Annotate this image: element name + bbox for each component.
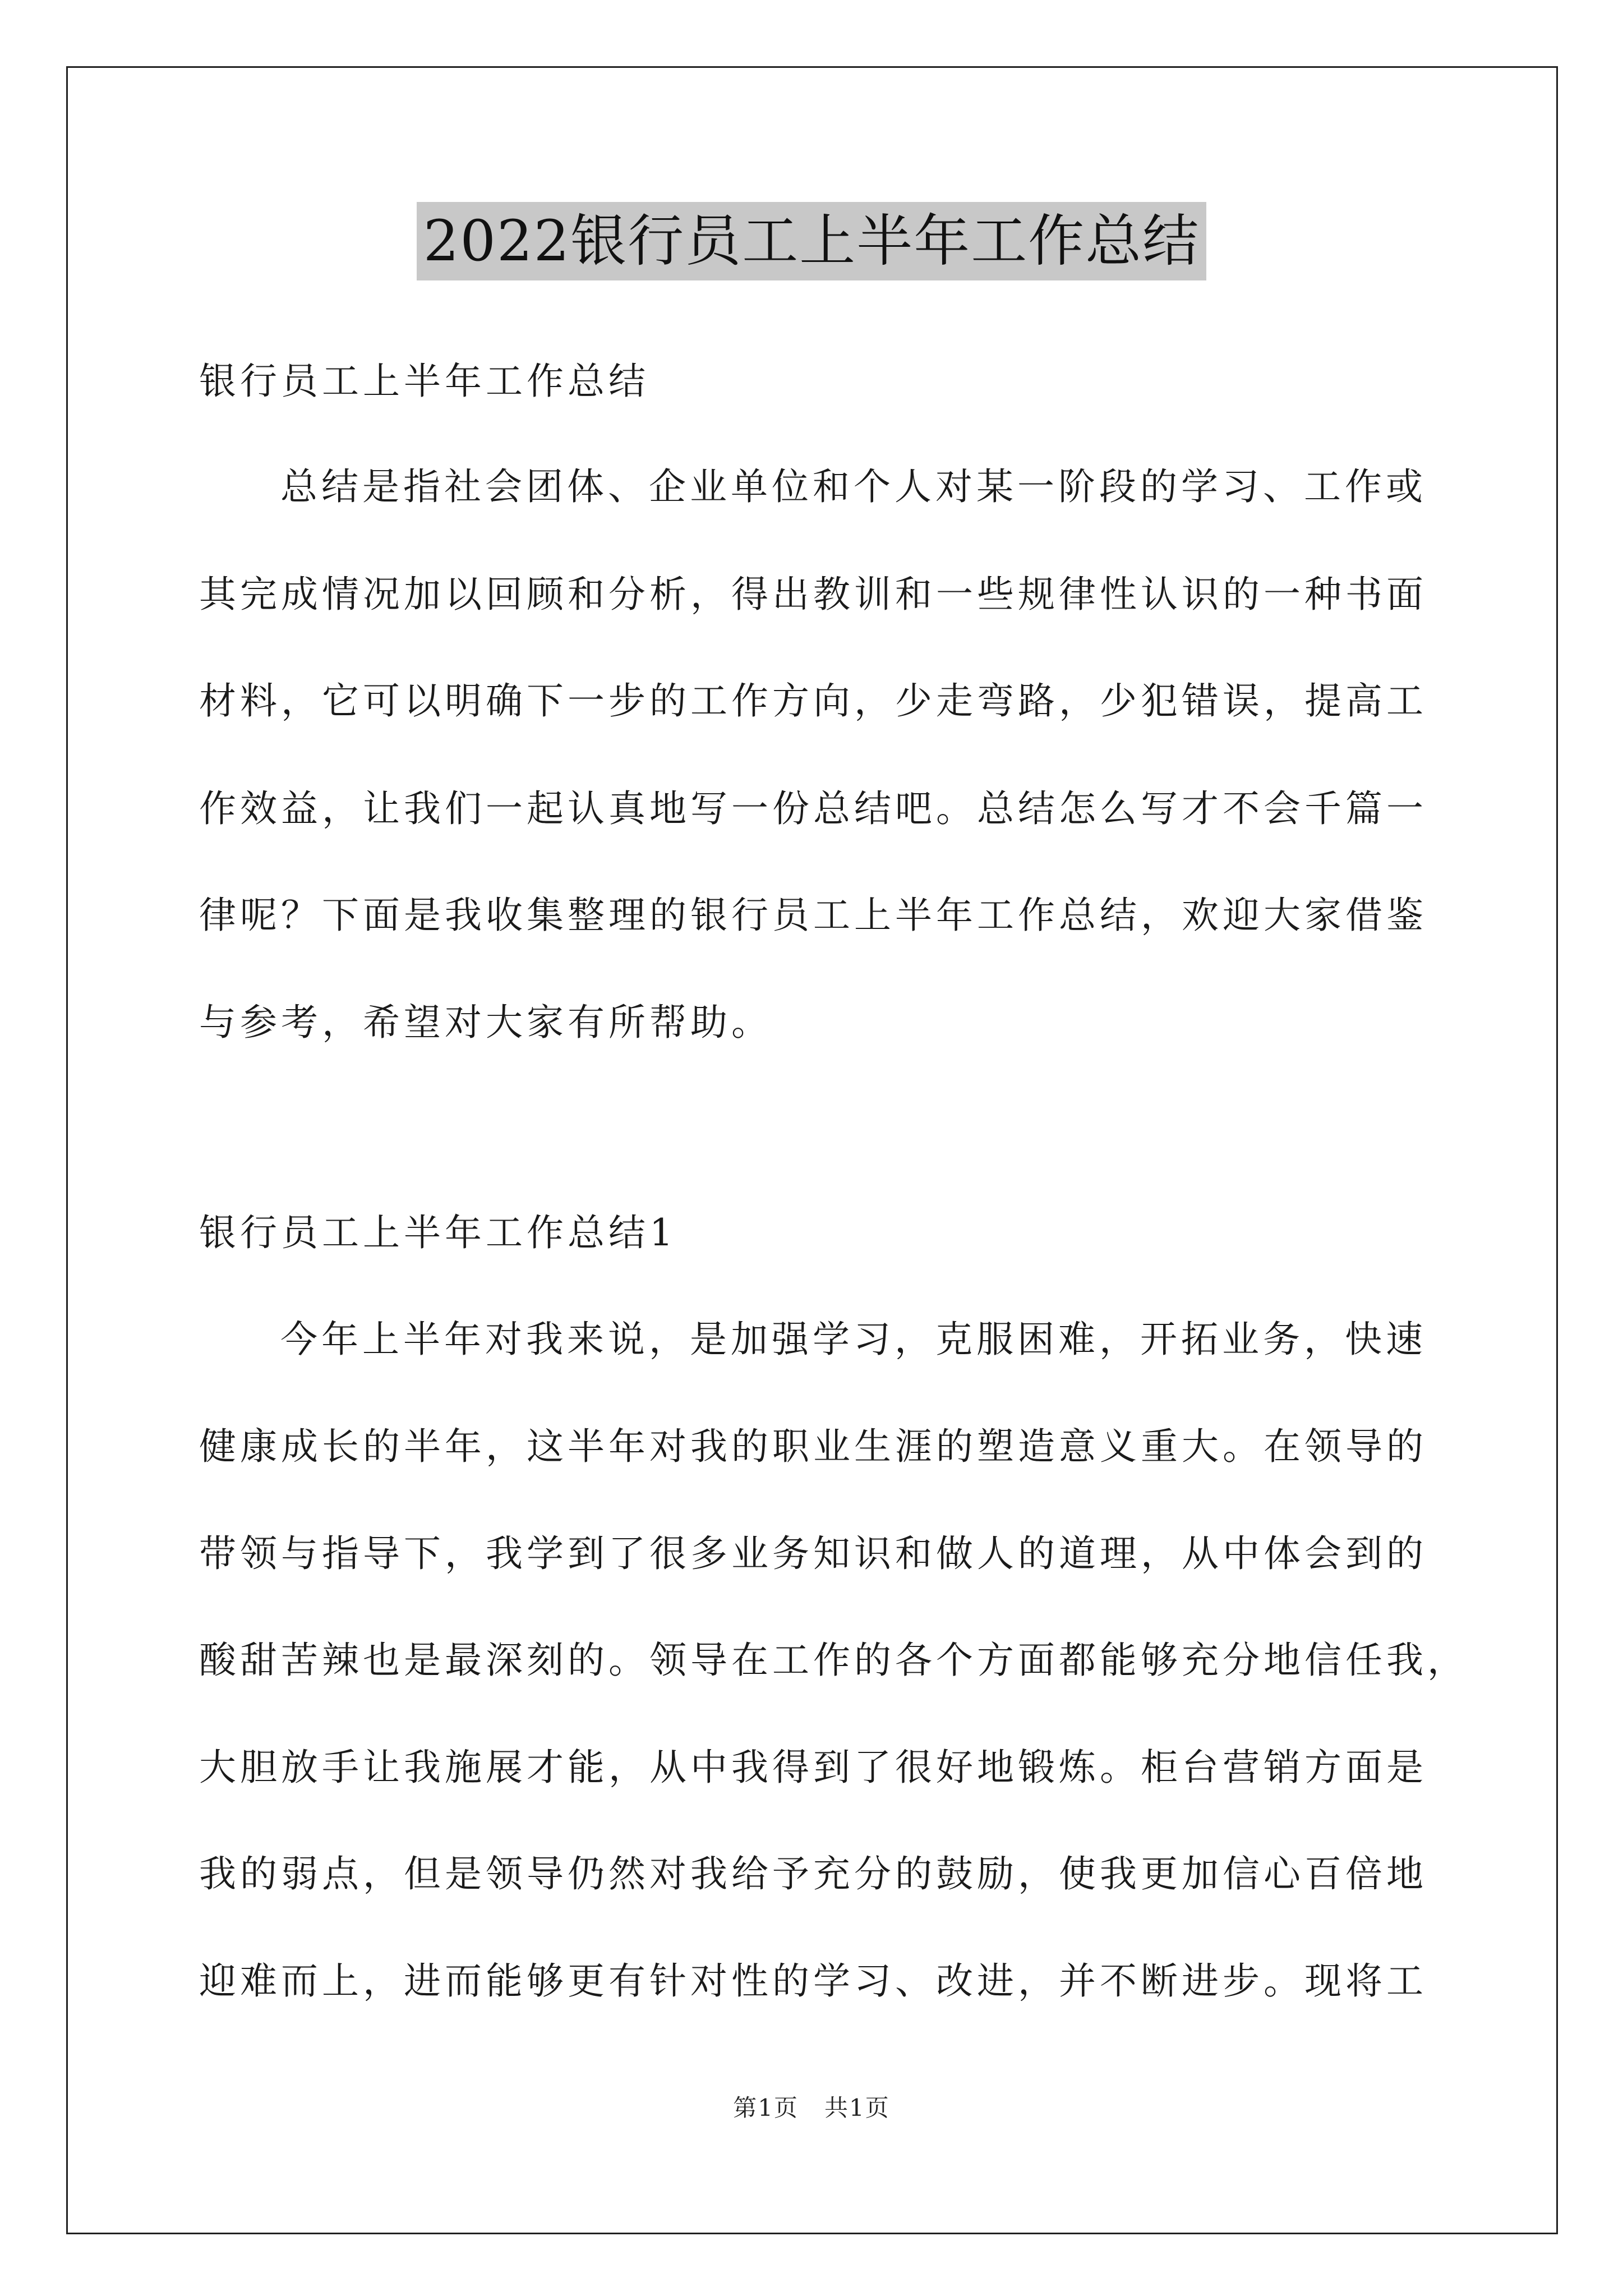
intro-line: 与参考，希望对大家有所帮助。: [199, 1001, 772, 1044]
section-line: 我的弱点，但是领导仍然对我给予充分的鼓励，使我更加信心百倍地: [199, 1852, 1427, 1895]
intro-line: 律呢？下面是我收集整理的银行员工上半年工作总结，欢迎大家借鉴: [199, 894, 1427, 937]
title-container: [0, 202, 1623, 280]
intro-line: 其完成情况加以回顾和分析，得出教训和一些规律性认识的一种书面: [199, 573, 1427, 616]
section-heading: 银行员工上半年工作总结1: [199, 1211, 677, 1254]
document-subtitle: 银行员工上半年工作总结: [199, 360, 649, 403]
page-number-footer: 第1页 共1页: [733, 2094, 890, 2122]
section-line: 大胆放手让我施展才能，从中我得到了很好地锻炼。柜台营销方面是: [199, 1746, 1427, 1789]
section-line: 健康成长的半年，这半年对我的职业生涯的塑造意义重大。在领导的: [199, 1425, 1427, 1468]
intro-line: 总结是指社会团体、企业单位和个人对某一阶段的学习、工作或: [280, 465, 1427, 508]
section-line: 带领与指导下，我学到了很多业务知识和做人的道理，从中体会到的: [199, 1532, 1427, 1575]
intro-line: 材料，它可以明确下一步的工作方向，少走弯路，少犯错误，提高工: [199, 679, 1427, 723]
section-line: 今年上半年对我来说，是加强学习，克服困难，开拓业务，快速: [280, 1318, 1427, 1361]
section-line: 迎难而上，进而能够更有针对性的学习、改进，并不断进步。现将工: [199, 1959, 1427, 2003]
document-title: 2022银行员工上半年工作总结: [417, 202, 1207, 280]
intro-line: 作效益，让我们一起认真地写一份总结吧。总结怎么写才不会千篇一: [199, 787, 1427, 830]
section-line: 酸甜苦辣也是最深刻的。领导在工作的各个方面都能够充分地信任我，: [199, 1639, 1468, 1682]
